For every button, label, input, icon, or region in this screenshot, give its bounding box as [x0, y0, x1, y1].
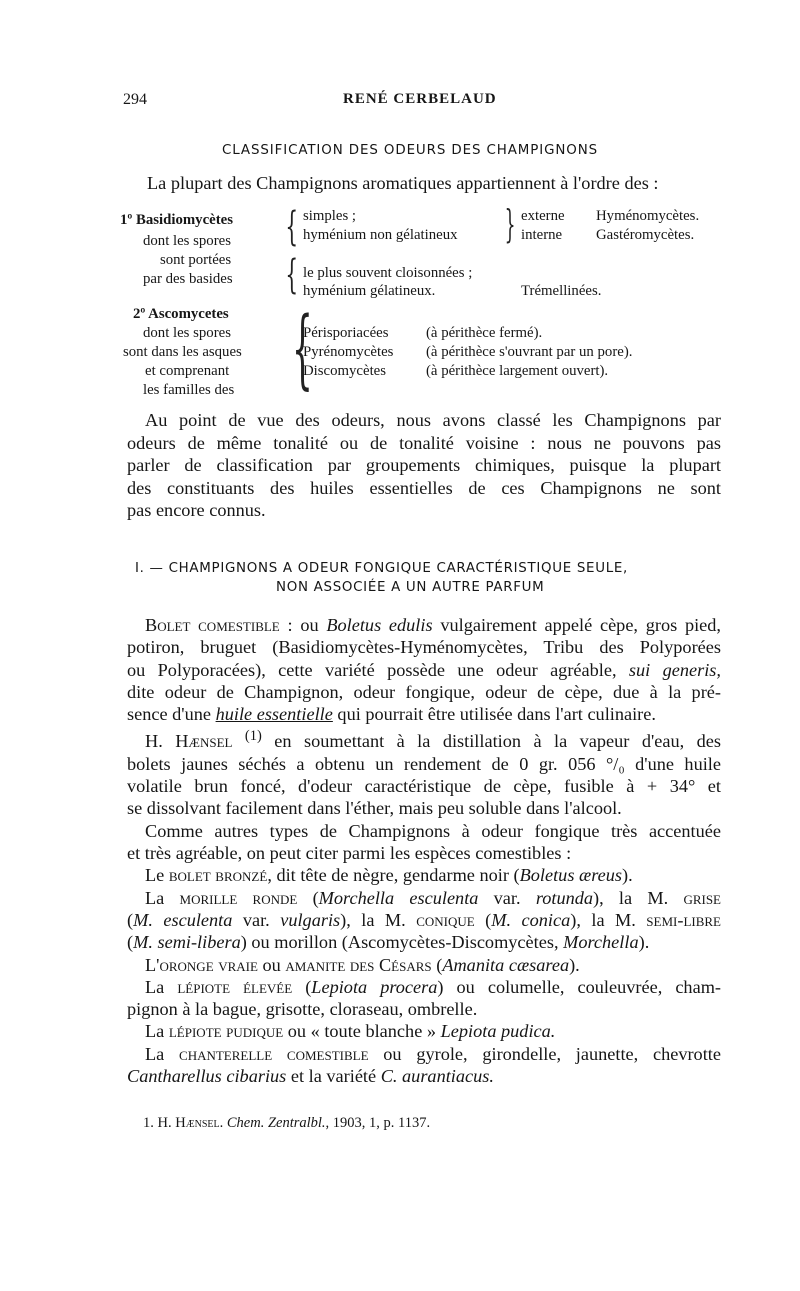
basidio-row1-a: simples ;	[303, 208, 357, 224]
basidio-row2-c: Gastéromycètes.	[596, 227, 695, 243]
text-line: La lépiote élevée (Lepiota procera) ou columelle, couleuvrée, cham-	[145, 976, 721, 997]
text-line: ou Polyporacées), cette variété possède une odeur agréable, sui generis,	[127, 659, 721, 680]
text-line: La chanterelle comestible ou gyrole, girondelle, jaunette, chevrotte	[145, 1043, 721, 1064]
footnote: 1. H. Hænsel. Chem. Zentralbl., 1903, 1, p. 1137.	[143, 1115, 431, 1131]
text-line: pas encore connus.	[127, 500, 266, 520]
text-line: L'oronge vraie ou amanite des Césars (Amanita cæsarea).	[145, 954, 580, 975]
asco-row3-a: Discomycètes	[303, 363, 387, 379]
basidio-row1-c: Hyménomycètes.	[596, 208, 700, 224]
text-line: (M. esculenta var. vulgaris), la M. conique (M. conica), la M. semi-libre	[127, 909, 721, 930]
text-line: dite odeur de Champignon, odeur fongique, odeur de cèpe, due à la pré-	[127, 681, 721, 702]
text-line: La morille ronde (Morchella esculenta var. rotunda), la M. grise	[145, 887, 721, 908]
basidio-row2-a: hyménium non gélatineux	[303, 227, 458, 243]
brace-basidio-1: {	[285, 204, 299, 250]
text-line: et très agréable, on peut citer parmi les espèces comestibles :	[127, 843, 572, 864]
term-bolet: Bolet comestible	[145, 615, 280, 635]
text-line: se dissolvant facilement dans l'éther, mais peu soluble dans l'alcool.	[127, 798, 622, 819]
text-line: Comme autres types de Champignons à odeur fongique très accentuée	[145, 820, 721, 841]
subsection-heading-line1: I. — CHAMPIGNONS A ODEUR FONGIQUE CARACTÉRISTIQUE SEULE,	[135, 561, 628, 576]
text-line: odeurs de même tonalité ou de tonalité voisine : nous ne pouvons pas	[127, 432, 721, 453]
section-title: CLASSIFICATION DES ODEURS DES CHAMPIGNONS	[222, 143, 599, 158]
text-line: Bolet comestible : ou Boletus edulis vulgairement appelé cèpe, gros pied,	[145, 615, 722, 635]
text-line: (M. semi-libera) ou morillon (Ascomycètes-Discomycètes, Morchella).	[127, 932, 650, 953]
intro-sentence: La plupart des Champignons aromatiques appartiennent à l'ordre des :	[147, 173, 659, 193]
text-line: volatile brun foncé, d'odeur caractéristique de cèpe, fusible à + 34° et	[127, 776, 721, 797]
asco-desc-2: sont dans les asques	[123, 344, 242, 360]
basidio-desc-2: sont portées	[160, 252, 232, 268]
text-line: Au point de vue des odeurs, nous avons classé les Champignons par	[145, 410, 721, 430]
asco-desc-1: dont les spores	[143, 325, 231, 341]
basidio-row2-b: interne	[521, 227, 563, 243]
basidio-row4-a: hyménium gélatineux.	[303, 283, 436, 299]
subsection-heading-line2: NON ASSOCIÉE A UN AUTRE PARFUM	[276, 580, 545, 595]
basidio-desc-3: par des basides	[143, 271, 233, 287]
basidio-row1-b: externe	[521, 208, 565, 224]
asco-row1-b: (à périthèce fermé).	[426, 325, 543, 341]
basidio-title: 1º Basidiomycètes	[120, 212, 233, 228]
asco-row2-b: (à périthèce s'ouvrant par un pore).	[426, 344, 633, 360]
text-line: H. Hænsel $^{(1)}$ en soumettant à la distillation à la vapeur d'eau, des	[145, 728, 721, 752]
running-title: RENÉ CERBELAUD	[343, 91, 497, 107]
basidio-row3-a: le plus souvent cloisonnées ;	[303, 265, 473, 281]
page-number: 294	[123, 91, 147, 108]
basidio-row4-c: Trémellinées.	[521, 283, 602, 299]
asco-title: 2º Ascomycetes	[133, 306, 229, 322]
paragraph-odeurs	[127, 409, 721, 522]
asco-row3-b: (à périthèce largement ouvert).	[426, 363, 609, 379]
text-line: parler de classification par groupements chimiques, puisque la plupart	[127, 455, 721, 475]
text-line: des constituants des huiles essentielles de ces Champignons ne sont	[127, 477, 721, 498]
brace-basidio-2: {	[285, 252, 299, 298]
text-line: potiron, bruguet (Basidiomycètes-Hyménomycètes, Tribu des Polyporées	[127, 637, 721, 658]
body-text	[127, 614, 721, 1087]
text-line: sence d'une huile essentielle qui pourrait être utilisée dans l'art culinaire.	[127, 704, 656, 725]
brace-hymenium: }	[504, 202, 516, 246]
asco-row2-a: Pyrénomycètes	[303, 344, 394, 360]
text-line: La lépiote pudique ou « toute blanche » Lepiota pudica.	[145, 1021, 556, 1042]
brace-asco: {	[291, 299, 313, 399]
text-line: bolets jaunes séchés a obtenu un rendement de 0 gr. 056 °/₀ d'une huile	[127, 753, 721, 774]
latin-name: Boletus edulis	[326, 615, 433, 635]
text-line: pignon à la bague, grisotte, cloraseau, ombrelle.	[127, 999, 478, 1020]
asco-row1-a: Périsporiacées	[303, 325, 389, 341]
text-line: Le bolet bronzé, dit tête de nègre, gendarme noir (Boletus æreus).	[145, 865, 633, 886]
asco-desc-3: et comprenant	[145, 363, 230, 379]
text-line: Cantharellus cibarius et la variété C. aurantiacus.	[127, 1066, 494, 1087]
footnote-ref: (1)	[244, 728, 262, 745]
asco-desc-4: les familles des	[143, 382, 235, 398]
basidio-desc-1: dont les spores	[143, 233, 231, 249]
